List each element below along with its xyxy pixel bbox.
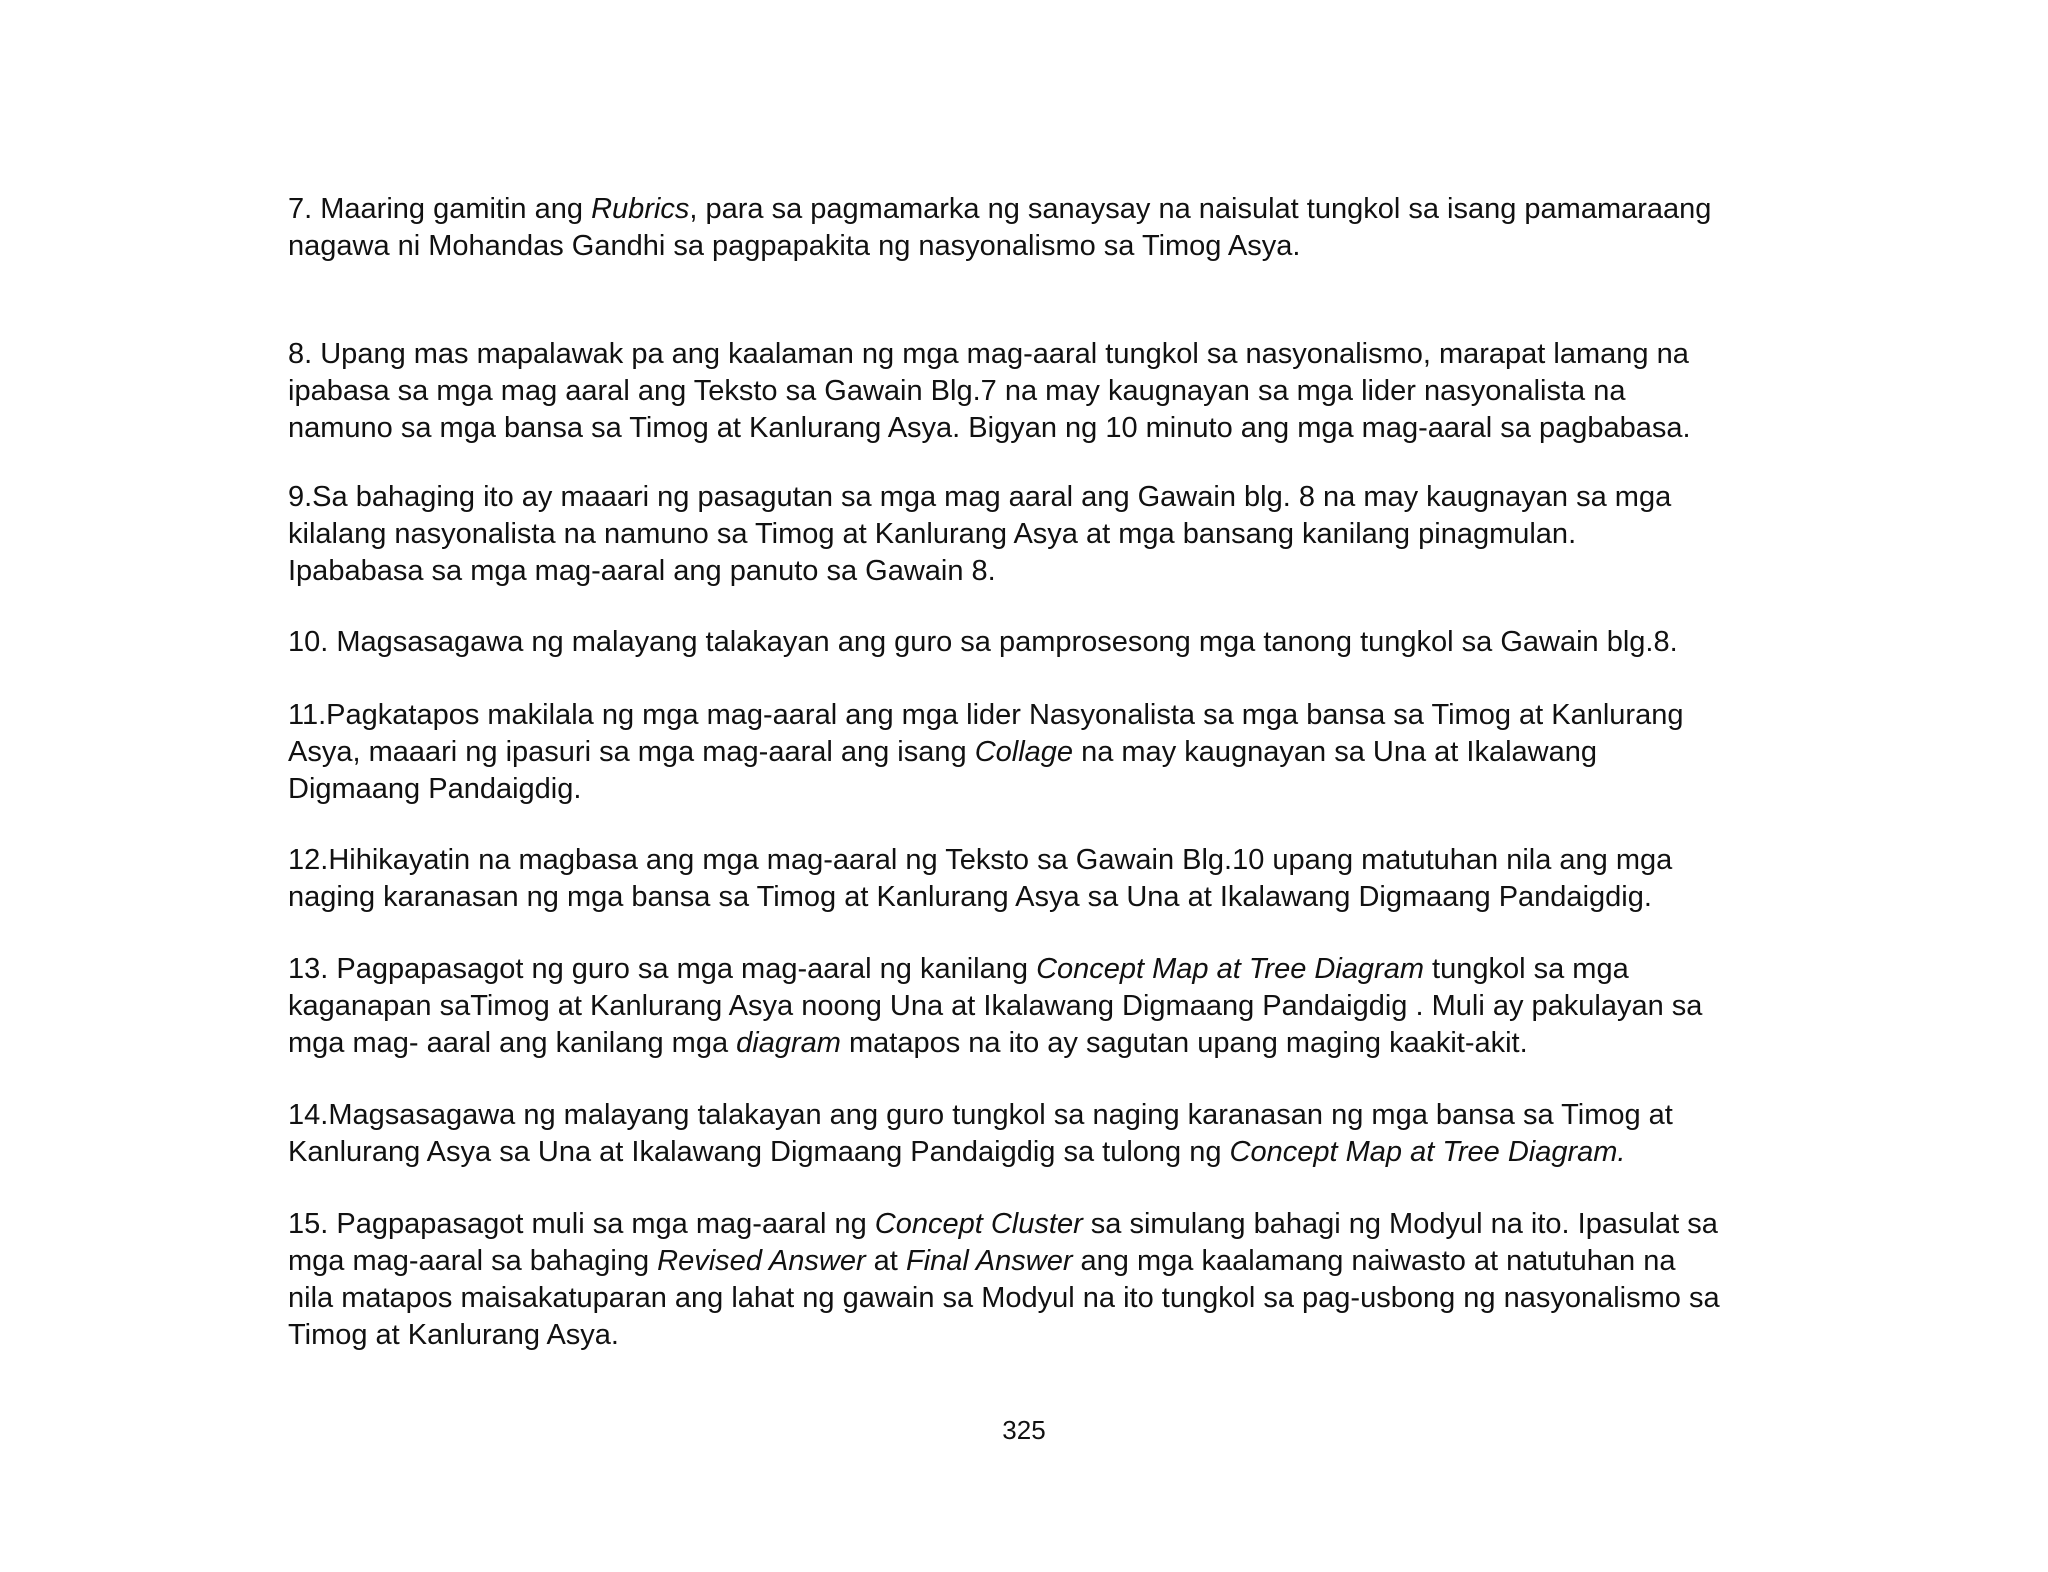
paragraph-line: Timog at Kanlurang Asya. — [288, 1319, 619, 1351]
paragraph-12 — [288, 842, 1672, 916]
paragraph-11 — [288, 697, 1683, 808]
paragraph-line: 9.Sa bahaging ito ay maaari ng pasagutan sa mga mag aaral ang Gawain blg. 8 na may kaugnayan sa mga — [288, 481, 1672, 513]
paragraph-line: naging karanasan ng mga bansa sa Timog at Kanlurang Asya sa Una at Ikalawang Digmaang Pandaigdig. — [288, 881, 1652, 913]
paragraph-line: Ipababasa sa mga mag-aaral ang panuto sa Gawain 8. — [288, 555, 996, 587]
paragraph-10 — [288, 624, 1678, 661]
italic-term: Concept Map at Tree Diagram — [1036, 953, 1424, 985]
paragraph-7 — [288, 191, 1711, 265]
paragraph-8 — [288, 336, 1691, 447]
paragraph-line: 12.Hihikayatin na magbasa ang mga mag-aaral ng Teksto sa Gawain Blg.10 upang matutuhan nila ang mga — [288, 844, 1673, 876]
paragraph-line: 11.Pagkatapos makilala ng mga mag-aaral ang mga lider Nasyonalista sa mga bansa sa Timog at Kanlurang — [288, 699, 1684, 731]
italic-term: Final Answer — [905, 1245, 1073, 1277]
page-number: 325 — [1002, 1415, 1046, 1445]
paragraph-line: nila matapos maisakatuparan ang lahat ng gawain sa Modyul na ito tungkol sa pag-usbong ng nasyonalismo sa — [288, 1282, 1720, 1314]
italic-term: Concept Cluster — [874, 1208, 1083, 1240]
paragraph-line: Asya, maaari ng ipasuri sa mga mag-aaral ang isang Collage na may kaugnayan sa Una at Ikalawang — [288, 736, 1597, 768]
paragraph-line: kaganapan saTimog at Kanlurang Asya noong Una at Ikalawang Digmaang Pandaigdig . Muli ay pakulayan sa — [288, 990, 1703, 1022]
paragraph-line: Kanlurang Asya sa Una at Ikalawang Digmaang Pandaigdig sa tulong ng Concept Map at Tree Diagram. — [288, 1136, 1626, 1168]
paragraph-14 — [288, 1097, 1673, 1171]
paragraph-line: Digmaang Pandaigdig. — [288, 773, 582, 805]
paragraph-9 — [288, 479, 1671, 590]
paragraph-15 — [288, 1206, 1720, 1354]
paragraph-line: 10. Magsasagawa ng malayang talakayan ang guro sa pamprosesong mga tanong tungkol sa Gawain blg.8. — [288, 626, 1678, 658]
paragraph-line: 13. Pagpapasagot ng guro sa mga mag-aaral ng kanilang Concept Map at Tree Diagram tungkol sa mga — [288, 953, 1629, 985]
paragraph-line: 7. Maaring gamitin ang Rubrics, para sa pagmamarka ng sanaysay na naisulat tungkol sa isang pamamaraang — [288, 193, 1712, 225]
italic-term: Concept Map at Tree Diagram. — [1229, 1136, 1626, 1168]
paragraph-line: mga mag-aaral sa bahaging Revised Answer at Final Answer ang mga kaalamang naiwasto at natutuhan na — [288, 1245, 1676, 1277]
paragraph-line: 15. Pagpapasagot muli sa mga mag-aaral ng Concept Cluster sa simulang bahagi ng Modyul na ito. Ipasulat sa — [288, 1208, 1718, 1240]
paragraph-line: namuno sa mga bansa sa Timog at Kanlurang Asya. Bigyan ng 10 minuto ang mga mag-aaral sa pagbabasa. — [288, 412, 1691, 444]
paragraph-line: 14.Magsasagawa ng malayang talakayan ang guro tungkol sa naging karanasan ng mga bansa sa Timog at — [288, 1099, 1673, 1131]
paragraph-line: kilalang nasyonalista na namuno sa Timog at Kanlurang Asya at mga bansang kanilang pinagmulan. — [288, 518, 1577, 550]
paragraph-line: mga mag- aaral ang kanilang mga diagram matapos na ito ay sagutan upang maging kaakit-akit. — [288, 1027, 1528, 1059]
italic-term: diagram — [736, 1027, 841, 1059]
paragraph-line: nagawa ni Mohandas Gandhi sa pagpapakita ng nasyonalismo sa Timog Asya. — [288, 230, 1301, 262]
paragraph-13 — [288, 951, 1702, 1062]
italic-term: Rubrics — [591, 193, 690, 225]
italic-term: Revised Answer — [657, 1245, 866, 1277]
paragraph-line: 8. Upang mas mapalawak pa ang kaalaman ng mga mag-aaral tungkol sa nasyonalismo, marapat lamang na — [288, 338, 1689, 370]
paragraph-line: ipabasa sa mga mag aaral ang Teksto sa Gawain Blg.7 na may kaugnayan sa mga lider nasyonalista na — [288, 375, 1626, 407]
italic-term: Collage — [974, 736, 1074, 768]
